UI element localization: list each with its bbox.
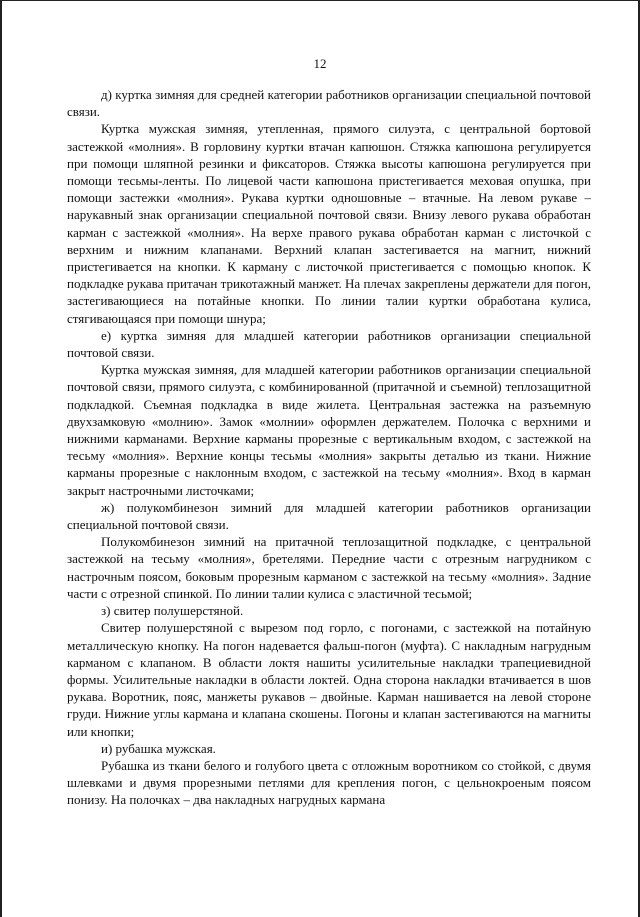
- paragraph-item-e: е) куртка зимняя для младшей категории работников организации специальной почтовой связи.: [67, 327, 591, 361]
- paragraph-jacket-junior: Куртка мужская зимняя, для младшей категории работников организации специальной почтовой связи, прямого силуэта, с комбинированной (притачной и съемной) теплозащитной подкладкой. Съемная подкладка в виде жилета. Центральная застежка на разъемную двухзамковую «молнию». Замок «молнии» оформлен держателем. Полочка с верхними и нижними карманами. Верхние карманы прорезные с вертикальным входом, с застежкой на тесьму «молния». Верхние концы тесьмы «молния» закрыты деталью из ткани. Нижние карманы прорезные с наклонным входом, с застежкой на тесьму «молния». Вход в карман закрыт настрочными листочками;: [67, 362, 591, 498]
- paragraph-shirt: Рубашка из ткани белого и голубого цвета с отложным воротником со стойкой, с двумя шлевками и двумя прорезными петлями для крепления погон, с цельнокроеным поясом понизу. На полочках – два накладных нагрудных кармана: [67, 757, 591, 808]
- paragraph-sweater: Свитер полушерстяной с вырезом под горло, с погонами, с застежкой на потайную металлическую кнопку. На погон надевается фальш-погон (муфта). С накладным нагрудным карманом с клапаном. В области локтя нашиты усилительные накладки трапециевидной формы. Усилительные накладки в области локтей. Одна сторона накладки втачивается в шов рукава. Воротник, пояс, манжеты рукавов – двойные. Карман нашивается на левой стороне груди. Нижние углы кармана и клапана скошены. Погоны и клапан застегиваются на магниты или кнопки;: [67, 620, 591, 739]
- document-body: [67, 86, 591, 809]
- scan-edge-mark-left: [0, 0, 2, 917]
- paragraph-item-z: з) свитер полушерстяной.: [101, 603, 244, 619]
- paragraph-overalls: Полукомбинезон зимний на притачной теплозащитной подкладке, с центральной застежкой на тесьму «молния», бретелями. Передние части с отрезным нагрудником с настрочным поясом, боковым прорезным карманом с застежкой на тесьму «молния». Задние части с отрезной спинкой. По линии талии кулиса с эластичной тесьмой;: [67, 534, 591, 601]
- scan-edge-mark-top: [0, 0, 640, 1]
- paragraph-item-d: д) куртка зимняя для средней категории работников организации специальной почтовой связи.: [67, 87, 591, 120]
- paragraph-item-i: и) рубашка мужская.: [101, 740, 216, 756]
- paragraph-jacket-middle: Куртка мужская зимняя, утепленная, прямого силуэта, с центральной бортовой застежкой «молния». В горловину куртки втачан капюшон. Стяжка капюшона регулируется при помощи шляпной резинки и фиксаторов. Стяжка высоты капюшона регулируется при помощи тесьмы-ленты. По лицевой части капюшона пристегивается меховая опушка, при помощи застежки «молния». Рукава куртки одношовные – втачные. На левом рукаве – нарукавный знак организации специальной почтовой связи. Внизу левого рукава обработан карман с застежкой «молния». На верхе правого рукава обработан карман с листочкой с верхним и нижним клапанами. Верхний клапан застегивается на магнит, нижний пристегивается на кнопки. К карману с листочкой пристегивается с помощью кнопок. К подкладке рукава притачан трикотажный манжет. На плечах закреплены держатели для погон, застегивающиеся на потайные кнопки. По линии талии куртки обработана кулиса, стягивающаяся при помощи шнура;: [67, 121, 591, 326]
- page-number: 12: [313, 56, 327, 71]
- paragraph-item-zh: ж) полукомбинезон зимний для младшей категории работников организации специальной почтовой связи.: [67, 499, 591, 533]
